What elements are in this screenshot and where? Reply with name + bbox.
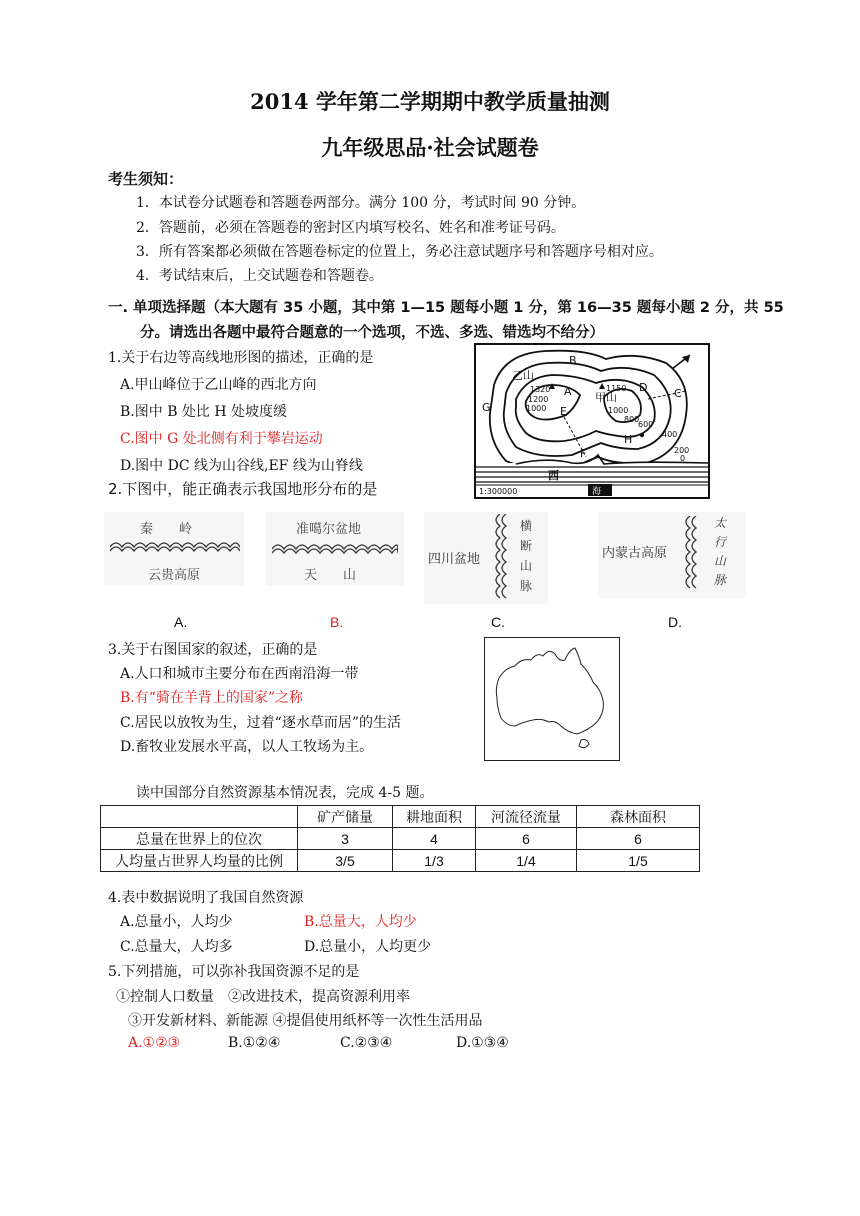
q2-c-vertical-label <box>520 516 532 596</box>
table-header-row <box>101 806 700 828</box>
q3-stem: 3.关于右图国家的叙述，正确的是 <box>108 642 318 658</box>
vertical-char: 行 <box>714 535 727 549</box>
notice-item: 1．本试卷分试题卷和答题卷两部分。满分 100 分，考试时间 90 分钟。 <box>136 195 586 211</box>
q2-option-c[interactable]: C. <box>491 614 505 630</box>
vertical-char: 山 <box>714 554 727 568</box>
table-header-cell: 森林面积 <box>577 806 700 828</box>
vertical-char: 横 <box>520 519 533 533</box>
vertical-char: 脉 <box>714 573 727 587</box>
table-cell: 6 <box>476 828 577 850</box>
table-cell: 6 <box>577 828 700 850</box>
map-elev-1000b: 1000 <box>608 406 629 415</box>
q4-option-b-answer[interactable]: B.总量大，人均少 <box>304 914 417 930</box>
exam-title: 2014 学年第二学期期中教学质量抽测 <box>250 89 610 114</box>
table-cell: 4 <box>393 828 476 850</box>
map-label-h: H <box>624 433 633 446</box>
q4-stem: 4.表中数据说明了我国自然资源 <box>108 890 304 906</box>
map-elev-600: 600 <box>638 420 654 429</box>
q3-option-d[interactable]: D.畜牧业发展水平高，以人工牧场为主。 <box>120 739 374 755</box>
q2-a-bottom-label: 云贵高原 <box>148 568 201 583</box>
q4-option-a[interactable]: A.总量小，人均少 <box>120 914 233 930</box>
q5-option-d[interactable]: D.①③④ <box>456 1035 509 1051</box>
q1-option-c-answer[interactable]: C.图中 G 处北侧有利于攀岩运动 <box>120 431 323 447</box>
vertical-char: 山 <box>520 559 533 573</box>
q2-panel-b <box>266 512 404 586</box>
australia-map <box>484 637 620 761</box>
vertical-char: 脉 <box>520 579 533 593</box>
table-row <box>101 850 700 872</box>
q5-stem: 5.下列措施，可以弥补我国资源不足的是 <box>108 964 360 980</box>
resource-table <box>100 805 700 872</box>
contour-map <box>474 343 710 499</box>
q5-option-c[interactable]: C.②③④ <box>340 1035 393 1051</box>
notice-heading: 考生须知： <box>108 170 184 188</box>
map-label-f: F <box>580 447 587 460</box>
map-label-e: E <box>560 405 567 418</box>
section-instructions-line1: 一. 单项选择题（本大题有 35 小题，其中第 1—15 题每小题 1 分，第 16—35 题每小题 2 分，共 55 <box>108 300 784 316</box>
map-elev-800: 800 <box>624 415 640 424</box>
q2-panel-a <box>104 512 244 586</box>
q1-stem: 1.关于右边等高线地形图的描述，正确的是 <box>108 350 374 366</box>
table-intro: 读中国部分自然资源基本情况表，完成 4-5 题。 <box>136 785 434 801</box>
q2-option-d[interactable]: D. <box>668 614 682 630</box>
q2-d-left-label: 内蒙古高原 <box>602 546 668 561</box>
q5-measure-line1: ①控制人口数量 ②改进技术，提高资源利用率 <box>116 989 410 1005</box>
map-elev-0: 0 <box>680 454 686 463</box>
q1-option-d[interactable]: D.图中 DC 线为山谷线,EF 线为山脊线 <box>120 458 363 474</box>
exam-subtitle: 九年级思品·社会试题卷 <box>321 135 539 160</box>
mountain-symbol <box>110 538 240 552</box>
notice-item: 3．所有答案都必须做在答题卷标定的位置上，务必注意试题序号和答题序号相对应。 <box>136 244 663 260</box>
q5-option-b[interactable]: B.①②④ <box>228 1035 281 1051</box>
mountain-symbol <box>492 514 514 602</box>
notice-item: 2．答题前，必须在答题卷的密封区内填写校名、姓名和准考证号码。 <box>136 220 565 236</box>
q4-option-d[interactable]: D.总量小，人均更少 <box>304 939 432 955</box>
q2-option-b-answer[interactable]: B. <box>330 614 344 630</box>
q2-panel-c <box>424 512 548 604</box>
map-scale: 1:300000 <box>479 487 518 496</box>
table-header-cell: 河流径流量 <box>476 806 577 828</box>
table-cell <box>101 806 298 828</box>
table-cell: 3 <box>298 828 393 850</box>
q2-stem: 2.下图中，能正确表示我国地形分布的是 <box>108 480 378 498</box>
table-cell: 人均量占世界人均量的比例 <box>101 850 298 872</box>
map-elev-1000a: 1000 <box>526 404 547 413</box>
map-elev-1200: 1200 <box>528 395 549 404</box>
q2-panel-d <box>598 512 746 598</box>
map-elev-200: 200 <box>674 446 690 455</box>
notice-item: 4．考试结束后，上交试题卷和答题卷。 <box>136 268 383 284</box>
table-cell: 总量在世界上的位次 <box>101 828 298 850</box>
map-label-yi: 乙山 <box>512 369 534 382</box>
map-label-xi: 西 <box>548 469 559 482</box>
map-label-jia: 甲山 <box>595 391 617 404</box>
vertical-char: 断 <box>520 539 533 553</box>
mountain-symbol <box>272 540 398 554</box>
q3-option-c[interactable]: C.居民以放牧为生，过着“逐水草而居”的生活 <box>120 715 401 731</box>
table-cell: 1/5 <box>577 850 700 872</box>
q2-c-left-label: 四川盆地 <box>428 552 481 567</box>
q3-option-b-answer[interactable]: B.有“骑在羊背上的国家”之称 <box>120 690 304 706</box>
map-elev-1150: 1150 <box>606 384 627 393</box>
q1-option-a[interactable]: A.甲山峰位于乙山峰的西北方向 <box>120 377 317 393</box>
q2-option-a[interactable]: A. <box>174 614 188 630</box>
q2-b-top-label: 准噶尔盆地 <box>296 522 362 537</box>
vertical-char: 太 <box>714 516 727 530</box>
map-elev-400: 400 <box>662 430 678 439</box>
table-row <box>101 828 700 850</box>
mountain-symbol <box>682 516 704 596</box>
q5-measure-line2: ③开发新材料、新能源 ④提倡使用纸杯等一次性生活用品 <box>128 1013 483 1029</box>
q2-b-bottom-label: 天 山 <box>304 568 357 583</box>
map-label-a: A <box>564 385 572 398</box>
q2-a-top-label: 秦 岭 <box>140 522 193 537</box>
table-cell: 3/5 <box>298 850 393 872</box>
map-label-d: D <box>639 381 648 394</box>
table-cell: 1/4 <box>476 850 577 872</box>
q4-option-c[interactable]: C.总量大，人均多 <box>120 939 233 955</box>
q3-option-a[interactable]: A.人口和城市主要分布在西南沿海一带 <box>120 666 359 682</box>
q2-d-vertical-label <box>714 514 726 590</box>
table-header-cell: 耕地面积 <box>393 806 476 828</box>
map-label-c: C <box>674 387 682 400</box>
q1-option-b[interactable]: B.图中 B 处比 H 处坡度缓 <box>120 404 288 420</box>
table-header-cell: 矿产储量 <box>298 806 393 828</box>
map-elev-1320: 1320 <box>530 385 551 394</box>
q5-option-a-answer[interactable]: A.①②③ <box>128 1035 181 1051</box>
map-label-hai: 海 <box>592 487 602 497</box>
map-label-g: G <box>482 401 491 414</box>
map-label-b: B <box>569 354 577 367</box>
table-cell: 1/3 <box>393 850 476 872</box>
section-instructions-line2: 分。请选出各题中最符合题意的一个选项，不选、多选、错选均不给分） <box>140 325 604 341</box>
